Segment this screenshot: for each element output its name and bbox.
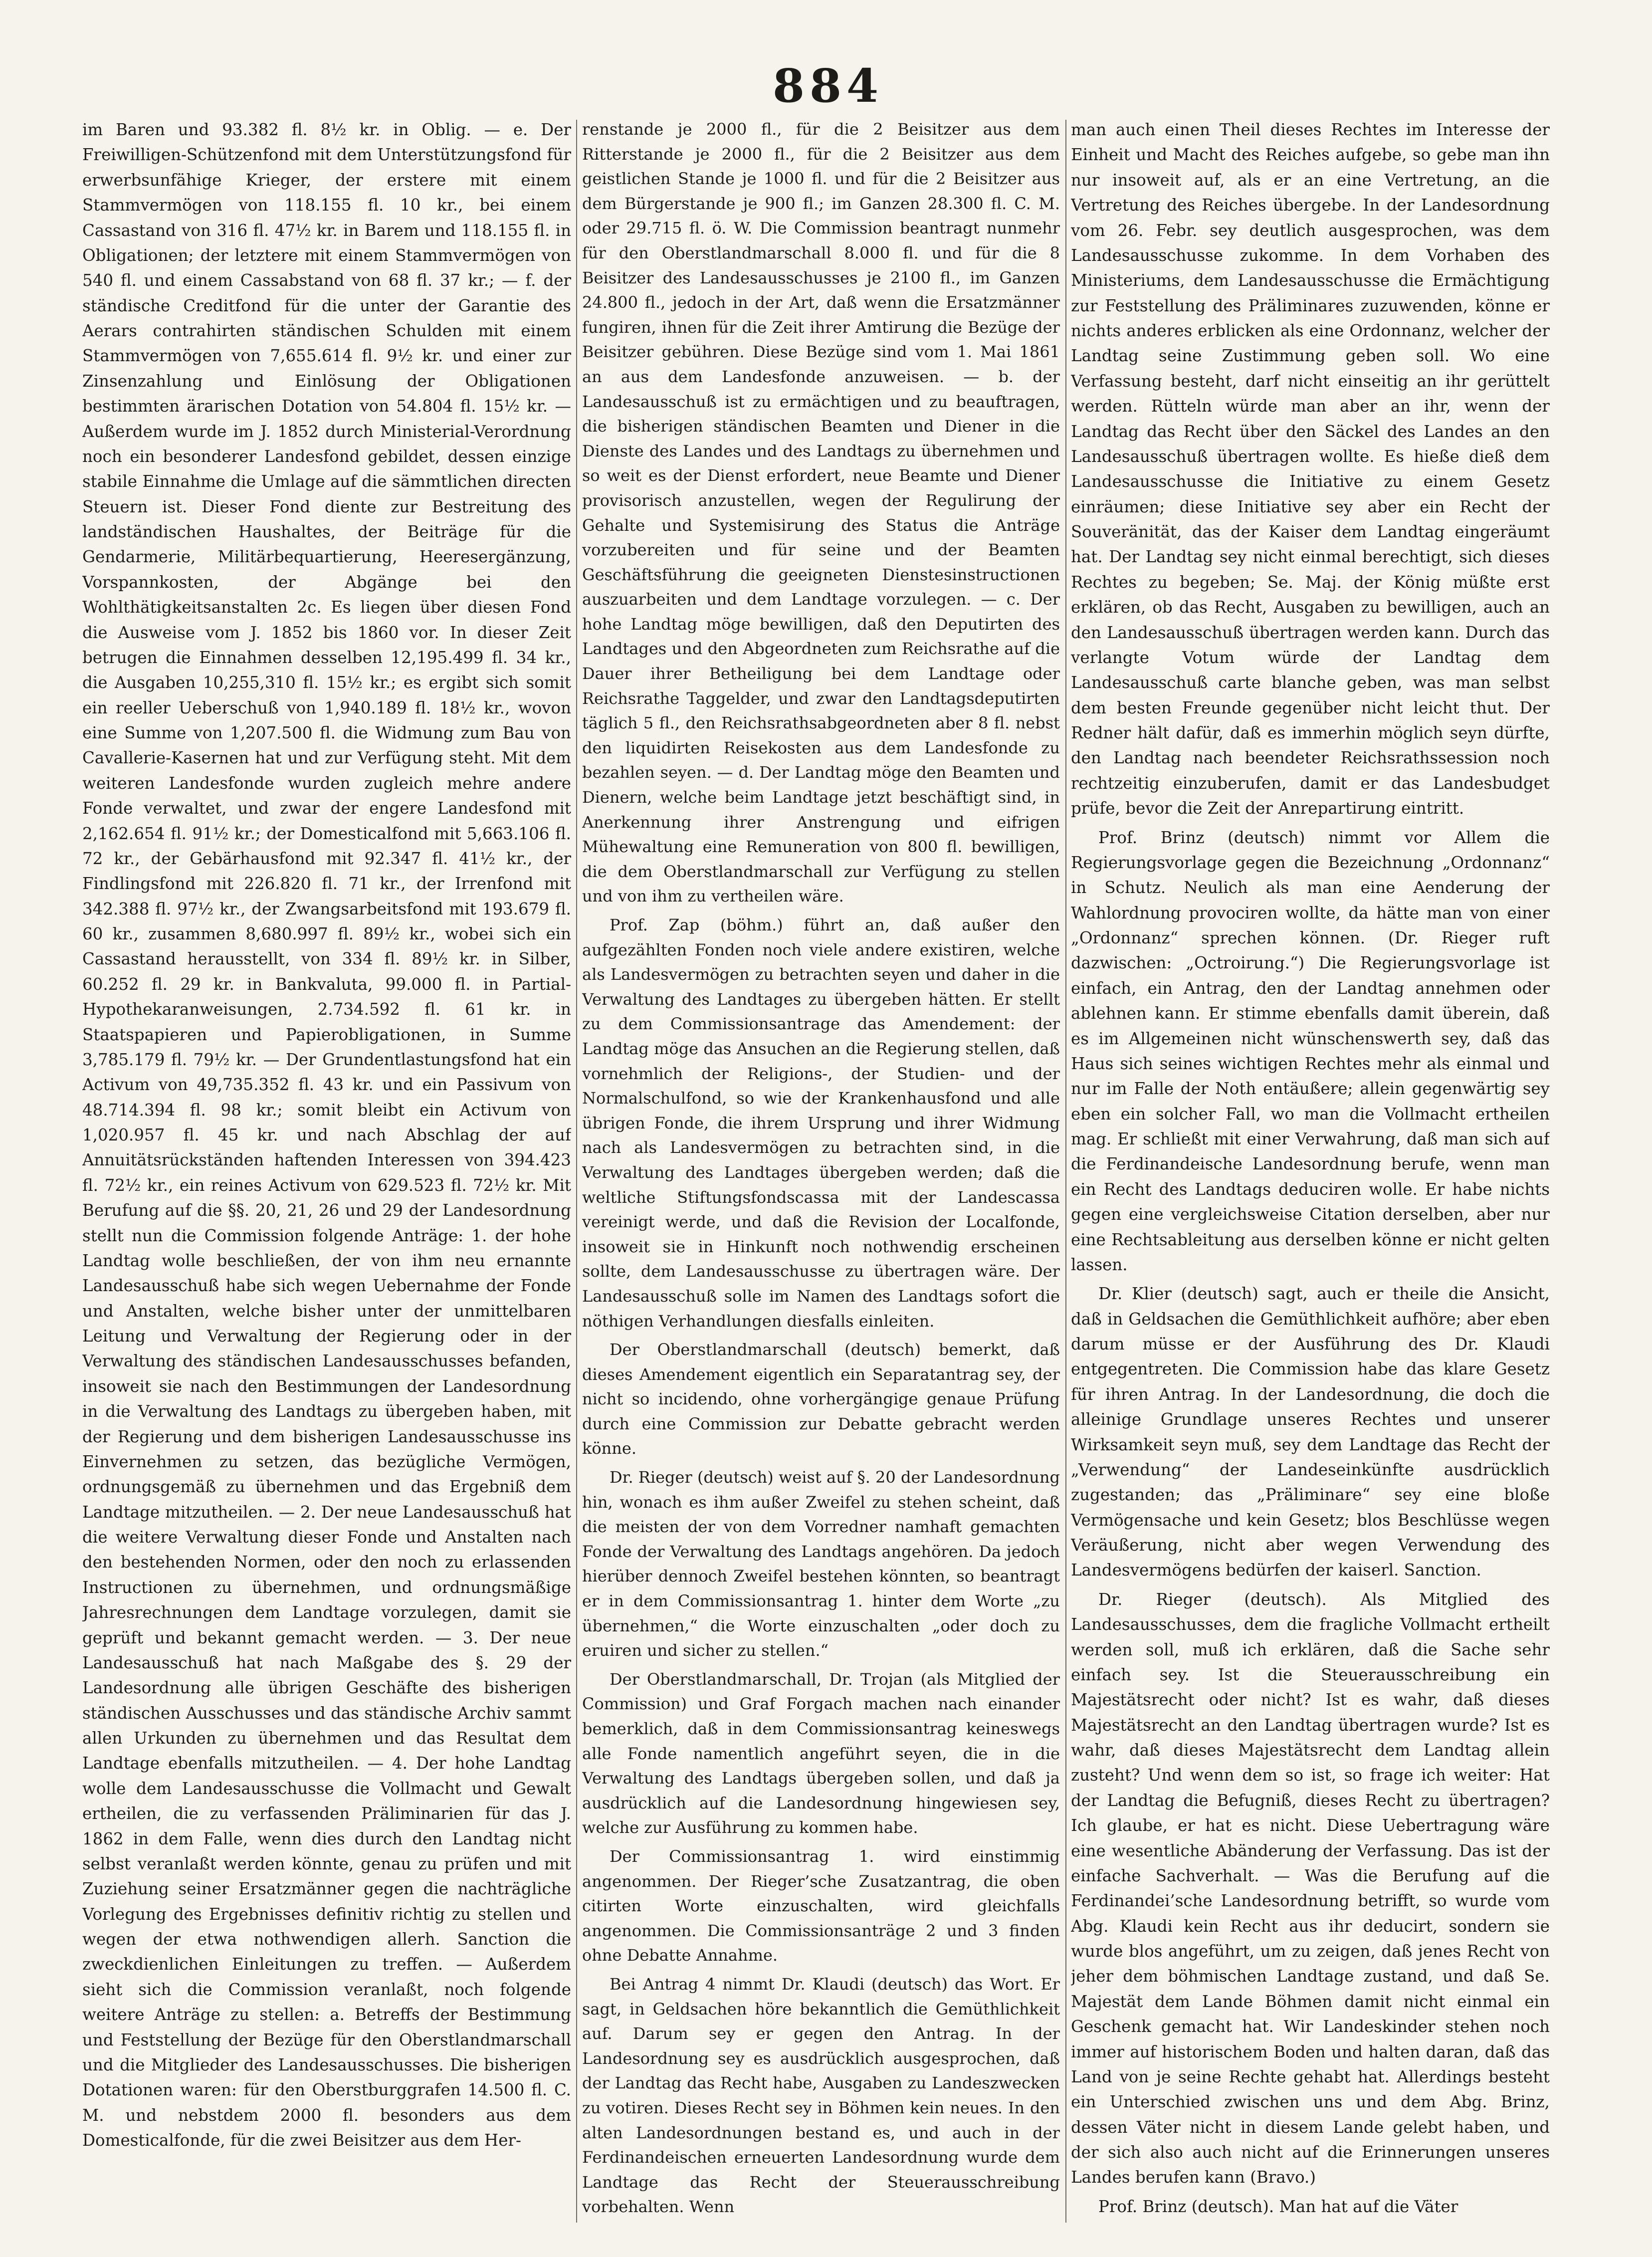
paragraph: im Baren und 93.382 fl. 8½ kr. in Oblig. — e. Der Freiwilligen-Schützenfond mit dem Unterstützungsfond für erwerbsunfähige Krieger, der erstere mit einem Stammvermögen von 118.155 fl. 10 kr., bei einem Cassastand von 316 fl. 47½ kr. in Barem und 118.155 fl. in Obligationen; der letztere mit einem Stammvermögen von 540 fl. und einem Cassabstand von 68 fl. 37 kr.; — f. der ständische Creditfond für die unter der Garantie des Aerars contrahirten ständischen Schulden mit einem Stammvermögen von 7,655.614 fl. 9½ kr. und einer zur Zinsenzahlung und Einlösung der Obligationen bestimmten ärarischen Dotation von 54.804 fl. 15½ kr. — Außerdem wurde im J. 1852 durch Ministerial-Verordnung noch ein besonderer Landesfond gebildet, dessen einzige stabile Einnahme die Umlage auf die sämmtlichen directen Steuern ist. Dieser Fond diente zur Bestreitung des landständischen Haushaltes, der Beiträge für die Gendarmerie, Militärbequartierung, Heeresergänzung, Vorspannkosten, der Abgänge bei den Wohlthätigkeitsanstalten 2c. Es liegen über diesen Fond die Ausweise vom J. 1852 bis 1860 vor. In dieser Zeit betrugen die Einnahmen desselben 12,195.499 fl. 34 kr., die Ausgaben 10,255,310 fl. 15½ kr.; es ergibt sich somit ein reeller Ueberschuß von 1,940.189 fl. 18½ kr., wovon eine Summe von 1,207.500 fl. die Widmung zum Bau von Cavallerie-Kasernen hat und zur Verfügung steht. Mit dem weiteren Landesfonde wurden zugleich mehre andere Fonde verwaltet, und zwar der engere Landesfond mit 2,162.654 fl. 91½ kr.; der Domesticalfond mit 5,663.106 fl. 72 kr., der Gebärhausfond mit 92.347 fl. 41½ kr., der Findlingsfond mit 226.820 fl. 71 kr., der Irrenfond mit 342.388 fl. 97½ kr., der Zwangsarbeitsfond mit 193.679 fl. 60 kr., zusammen 8,680.997 fl. 89½ kr., wobei sich ein Cassastand herausstellt, von 334 fl. 89½ kr. in Silber, 60.252 fl. 29 kr. in Bankvaluta, 99.000 fl. in Partial-Hypothekaranweisungen, 2.734.592 fl. 61 kr. in Staatspapieren und Papierobligationen, in Summe 3,785.179 fl. 79½ kr. — Der Grundentlastungsfond hat ein Activum von 49,735.352 fl. 43 kr. und ein Passivum von 48.714.394 fl. 98 kr.; somit bleibt ein Activum von 1,020.957 fl. 45 kr. und nach Abschlag der auf Annuitätsrückständen haftenden Interessen von 394.423 fl. 72½ kr., ein reines Activum von 629.523 fl. 72½ kr. Mit Berufung auf die §§. 20, 21, 26 und 29 der Landesordnung stellt nun die Commission folgende Anträge: 1. der hohe Landtag wolle beschließen, der von ihm neu ernannte Landesausschuß habe sich wegen Uebernahme der Fonde und Anstalten, welche bisher unter der unmittelbaren Leitung und Verwaltung der Regierung oder in der Verwaltung des ständischen Landesausschusses befanden, insoweit sie nach den Bestimmungen der Landesordnung in die Verwaltung des Landtags zu übergeben haben, mit der Regierung und dem bisherigen Landesausschusse ins Einvernehmen zu setzen, das bezügliche Vermögen, ordnungsgemäß zu übernehmen und das Ergebniß dem Landtage mitzutheilen. — 2. Der neue Landesausschuß hat die weitere Verwaltung dieser Fonde und Anstalten nach den bestehenden Normen, oder den noch zu erlassenden Instructionen zu übernehmen, und ordnungsmäßige Jahresrechnungen dem Landtage vorzulegen, damit sie geprüft und bekannt gemacht werden. — 3. Der neue Landesausschuß hat nach Maßgabe des §. 29 der Landesordnung alle übrigen Geschäfte des bisherigen ständischen Ausschusses und das ständische Archiv sammt allen Urkunden zu übernehmen und das Resultat dem Landtage ebenfalls mitzutheilen. — 4. Der hohe Landtag wolle dem Landesausschusse die Vollmacht und Gewalt ertheilen, die zu verfassenden Präliminarien für das J. 1862 in dem Falle, wenn dies durch den Landtag nicht selbst veranlaßt werden könnte, genau zu prüfen und mit Zuziehung seiner Ersatzmänner gegen die nachträgliche Vorlegung des Ergebnisses definitiv richtig zu stellen und wegen der etwa nothwendigen allerh. Sanction die zweckdienlichen Einleitungen zu treffen. — Außerdem sieht sich die Commission veranlaßt, noch folgende weitere Anträge zu stellen: a. Betreffs der Bestimmung und Feststellung der Bezüge für den Oberstlandmarschall und die Mitglieder des Landesausschusses. Die bisherigen Dotationen waren: für den Oberstburggrafen 14.500 fl. C. M. und nebstdem 2000 fl. besonders aus dem Domesticalfonde, für die zwei Beisitzer aus dem Her-	[82, 120, 571, 2150]
text-column-middle	[582, 117, 1060, 2228]
paragraph: renstande je 2000 fl., für die 2 Beisitzer aus dem Ritterstande je 2000 fl., für die 2 Beisitzer aus dem geistlichen Stande je 1000 fl. und für die 2 Beisitzer aus dem Bürgerstande je 900 fl.; im Ganzen 28.300 fl. C. M. oder 29.715 fl. ö. W. Die Commission beantragt nunmehr für den Oberstlandmarschall 8.000 fl. und für die 8 Beisitzer des Landesausschusses je 2100 fl., im Ganzen 24.800 fl., jedoch in der Art, daß wenn die Ersatzmänner fungiren, ihnen für die Zeit ihrer Amtirung die Bezüge der Beisitzer gebühren. Diese Bezüge sind vom 1. Mai 1861 an aus dem Landesfonde anzuweisen. — b. der Landesausschuß ist zu ermächtigen und zu beauftragen, die bisherigen ständischen Beamten und Diener in die Dienste des Landes und des Landtags zu übernehmen und so weit es der Dienst erfordert, neue Beamte und Diener provisorisch anzustellen, wegen der Regulirung der Gehalte und Systemisirung des Status die Anträge vorzubereiten und für seine und der Beamten Geschäftsführung die geeigneten Dienstesinstructionen auszuarbeiten und dem Landtage vorzulegen. — c. Der hohe Landtag möge bewilligen, daß den Deputirten des Landtages und den Abgeordneten zum Reichsrathe auf die Dauer ihrer Betheiligung bei dem Landtage oder Reichsrathe Taggelder, und zwar den Landtagsdeputirten täglich 5 fl., den Reichsrathsabgeordneten aber 8 fl. nebst den liquidirten Reisekosten aus dem Landesfonde zu bezahlen seyen. — d. Der Landtag möge den Beamten und Dienern, welche beim Landtage jetzt beschäftigt sind, in Anerkennung ihrer Anstrengung und eifrigen Mühewaltung eine Remuneration von 800 fl. bewilligen, die dem Oberstlandmarschall zur Verfügung zu stellen und von ihm zu vertheilen wäre.	[582, 120, 1060, 906]
paragraph: Prof. Brinz (deutsch) nimmt vor Allem die Regierungsvorlage gegen die Bezeichnung „Ordonnanz“ in Schutz. Neulich als man eine Aenderung der Wahlordnung provociren wollte, da hätte man von einer „Ordonnanz“ sprechen können. (Dr. Rieger ruft dazwischen: „Octroirung.“) Die Regierungsvorlage ist einfach, ein Antrag, den der Landtag annehmen oder ablehnen kann. Er stimme ebenfalls damit überein, daß es im Allgemeinen nicht wünschenswerth sey, daß das Haus sich seines wichtigen Rechtes mehr als einmal und nur im Falle der Noth entäußere; allein gegenwärtig sey eben ein solcher Fall, wo man die Vollmacht ertheilen mag. Er schließt mit einer Verwahrung, daß man sich auf die Ferdinandeische Landesordnung berufe, wenn man ein Recht des Landtags deduciren wolle. Er habe nichts gegen eine vergleichsweise Citation derselben, aber nur eine Rechtsableitung aus derselben könne er nicht gelten lassen.	[1071, 828, 1550, 1274]
paragraph: Bei Antrag 4 nimmt Dr. Klaudi (deutsch) das Wort. Er sagt, in Geldsachen höre bekanntlich die Gemüthlichkeit auf. Darum sey er gegen den Antrag. In der Landesordnung sey es ausdrücklich ausgesprochen, daß der Landtag das Recht habe, Ausgaben zu Landeszwecken zu votiren. Dieses Recht sey in Böhmen kein neues. In den alten Landesordnungen bestand es, und auch in der Ferdinandeischen erneuerten Landesordnung wurde dem Landtage das Recht der Steuerausschreibung vorbehalten. Wenn	[582, 1974, 1060, 2217]
paragraph: Der Oberstlandmarschall, Dr. Trojan (als Mitglied der Commission) und Graf Forgach machen nach einander bemerklich, daß in dem Commissionsantrag keineswegs alle Fonde namentlich angeführt seyen, die in die Verwaltung des Landtags übergeben sollen, und daß ja ausdrücklich auf die Landesordnung hingewiesen sey, welche zur Ausführung zu kommen habe.	[582, 1669, 1060, 1837]
page-number: 884	[772, 59, 884, 113]
paragraph: Prof. Zap (böhm.) führt an, daß außer den aufgezählten Fonden noch viele andere existiren, welche als Landesvermögen zu betrachten seyen und daher in die Verwaltung des Landtages zu übergeben hätten. Er stellt zu dem Commissionsantrage das Amendement: der Landtag möge das Ansuchen an die Regierung stellen, daß vornehmlich der Religions-, der Studien- und der Normalschulfond, so wie der Krankenhausfond und alle übrigen Fonde, die ihrem Ursprung und ihrer Widmung nach als Landesvermögen zu betrachten sind, in die Verwaltung des Landtages übergeben werden; daß die weltliche Stiftungsfondscassa mit der Landescassa vereinigt werde, und daß die Revision der Localfonde, insoweit sie in Hinkunft noch nothwendig erscheinen sollte, dem Landesausschusse zu übertragen wäre. Der Landesausschuß solle im Namen des Landtags sofort die nöthigen Verhandlungen diesfalls einleiten.	[582, 915, 1060, 1331]
paragraph: Der Oberstlandmarschall (deutsch) bemerkt, daß dieses Amendement eigentlich ein Separatantrag sey, der nicht so incidendo, ohne vorhergängige genaue Prüfung durch eine Commission zur Debatte gebracht werden könne.	[582, 1340, 1060, 1458]
paragraph: Der Commissionsantrag 1. wird einstimmig angenommen. Der Rieger’sche Zusatzantrag, die oben citirten Worte einzuschalten, wird gleichfalls angenommen. Die Commissionsanträge 2 und 3 finden ohne Debatte Annahme.	[582, 1846, 1060, 1965]
paragraph: Dr. Klier (deutsch) sagt, auch er theile die Ansicht, daß in Geldsachen die Gemüthlichkeit aufhöre; aber eben darum müsse er der Ausführung des Dr. Klaudi entgegentreten. Die Commission habe das klare Gesetz für ihren Antrag. In der Landesordnung, die doch die alleinige Grundlage unseres Rechtes und unserer Wirksamkeit seyn muß, sey dem Landtage das Recht der „Verwendung“ der Landeseinkünfte ausdrücklich zugestanden; das „Präliminare“ sey eine bloße Vermögensache und kein Gesetz; blos Beschlüsse wegen Veräußerung, nicht aber wegen Verwendung des Landesvermögens bedürfen der kaiserl. Sanction.	[1071, 1284, 1550, 1580]
text-column-left	[82, 117, 571, 2228]
paragraph: Dr. Rieger (deutsch) weist auf §. 20 der Landesordnung hin, wonach es ihm außer Zweifel zu stehen scheint, daß die meisten der von dem Vorredner namhaft gemachten Fonde der Verwaltung des Landtags angehören. Da jedoch hierüber dennoch Zweifel bestehen könnten, so beantragt er in dem Commissionsantrag 1. hinter dem Worte „zu übernehmen,“ die Worte einzuschalten „oder doch zu eruiren und sicher zu stellen.“	[582, 1468, 1060, 1660]
paragraph: man auch einen Theil dieses Rechtes im Interesse der Einheit und Macht des Reiches aufgebe, so gebe man ihn nur insoweit auf, als er an eine Vertretung, an die Vertretung des Reiches übergebe. In der Landesordnung vom 26. Febr. sey deutlich ausgesprochen, was dem Landesausschusse zukomme. In dem Vorhaben des Ministeriums, dem Landesausschusse die Ermächtigung zur Feststellung des Präliminares zuzuwenden, könne er nichts anderes erblicken als eine Ordonnanz, welcher der Landtag seine Zustimmung geben soll. Wo eine Verfassung besteht, darf nicht einseitig an ihr gerüttelt werden. Rütteln würde man aber an ihr, wenn der Landtag das Recht über den Säckel des Landes an den Landesausschuß übertragen wollte. Es hieße dieß dem Landesausschusse die Initiative zu einem Gesetz einräumen; diese Initiative sey aber ein Recht der Souveränität, das der Kaiser dem Landtag eingeräumt hat. Der Landtag sey nicht einmal berechtigt, sich dieses Rechtes zu begeben; Se. Maj. der König müßte erst erklären, ob das Recht, Ausgaben zu bewilligen, auch an den Landesausschuß übertragen werden kann. Durch das verlangte Votum würde der Landtag dem Landesausschuß carte blanche geben, was man selbst dem besten Freunde gegenüber nicht leicht thut. Der Redner hält dafür, daß es immerhin möglich seyn dürfte, den Landtag nach beendeter Reichsrathssession noch rechtzeitig einzuberufen, damit er das Landesbudget prüfe, bevor die Zeit der Anrepartirung eintritt.	[1071, 120, 1550, 818]
text-column-right	[1071, 117, 1550, 2228]
paragraph: Dr. Rieger (deutsch). Als Mitglied des Landesausschusses, dem die fragliche Vollmacht ertheilt werden soll, muß ich erklären, daß die Sache sehr einfach sey. Ist die Steuerausschreibung ein Majestätsrecht oder nicht? Ist es wahr, daß dieses Majestätsrecht an den Landtag übertragen wurde? Ist es wahr, daß dieses Majestätsrecht dem Landtag allein zusteht? Und wenn dem so ist, so frage ich weiter: Hat der Landtag die Befugniß, dieses Recht zu übertragen? Ich glaube, er hat es nicht. Diese Uebertragung wäre eine wesentliche Abänderung der Verfassung. Das ist der einfache Sachverhalt. — Was die Berufung auf die Ferdinandei’sche Landesordnung betrifft, so wurde vom Abg. Klaudi kein Recht aus ihr deducirt, sondern sie wurde blos angeführt, um zu zeigen, daß jenes Recht von jeher dem böhmischen Landtage zustand, und daß Se. Majestät dem Lande Böhmen damit nicht einmal ein Geschenk gemacht hat. Wir Landeskinder stehen noch immer auf historischem Boden und halten daran, daß das Land von je seine Rechte gehabt hat. Allerdings besteht ein Unterschied zwischen uns und dem Abg. Brinz, dessen Väter nicht in diesem Lande gelebt haben, und der sich also auch nicht auf die Erinnerungen unseres Landes berufen kann (Bravo.)	[1071, 1589, 1550, 2187]
column-divider	[576, 120, 577, 2223]
paragraph: Prof. Brinz (deutsch). Man hat auf die Väter	[1098, 2197, 1458, 2216]
column-divider	[1065, 120, 1066, 2223]
